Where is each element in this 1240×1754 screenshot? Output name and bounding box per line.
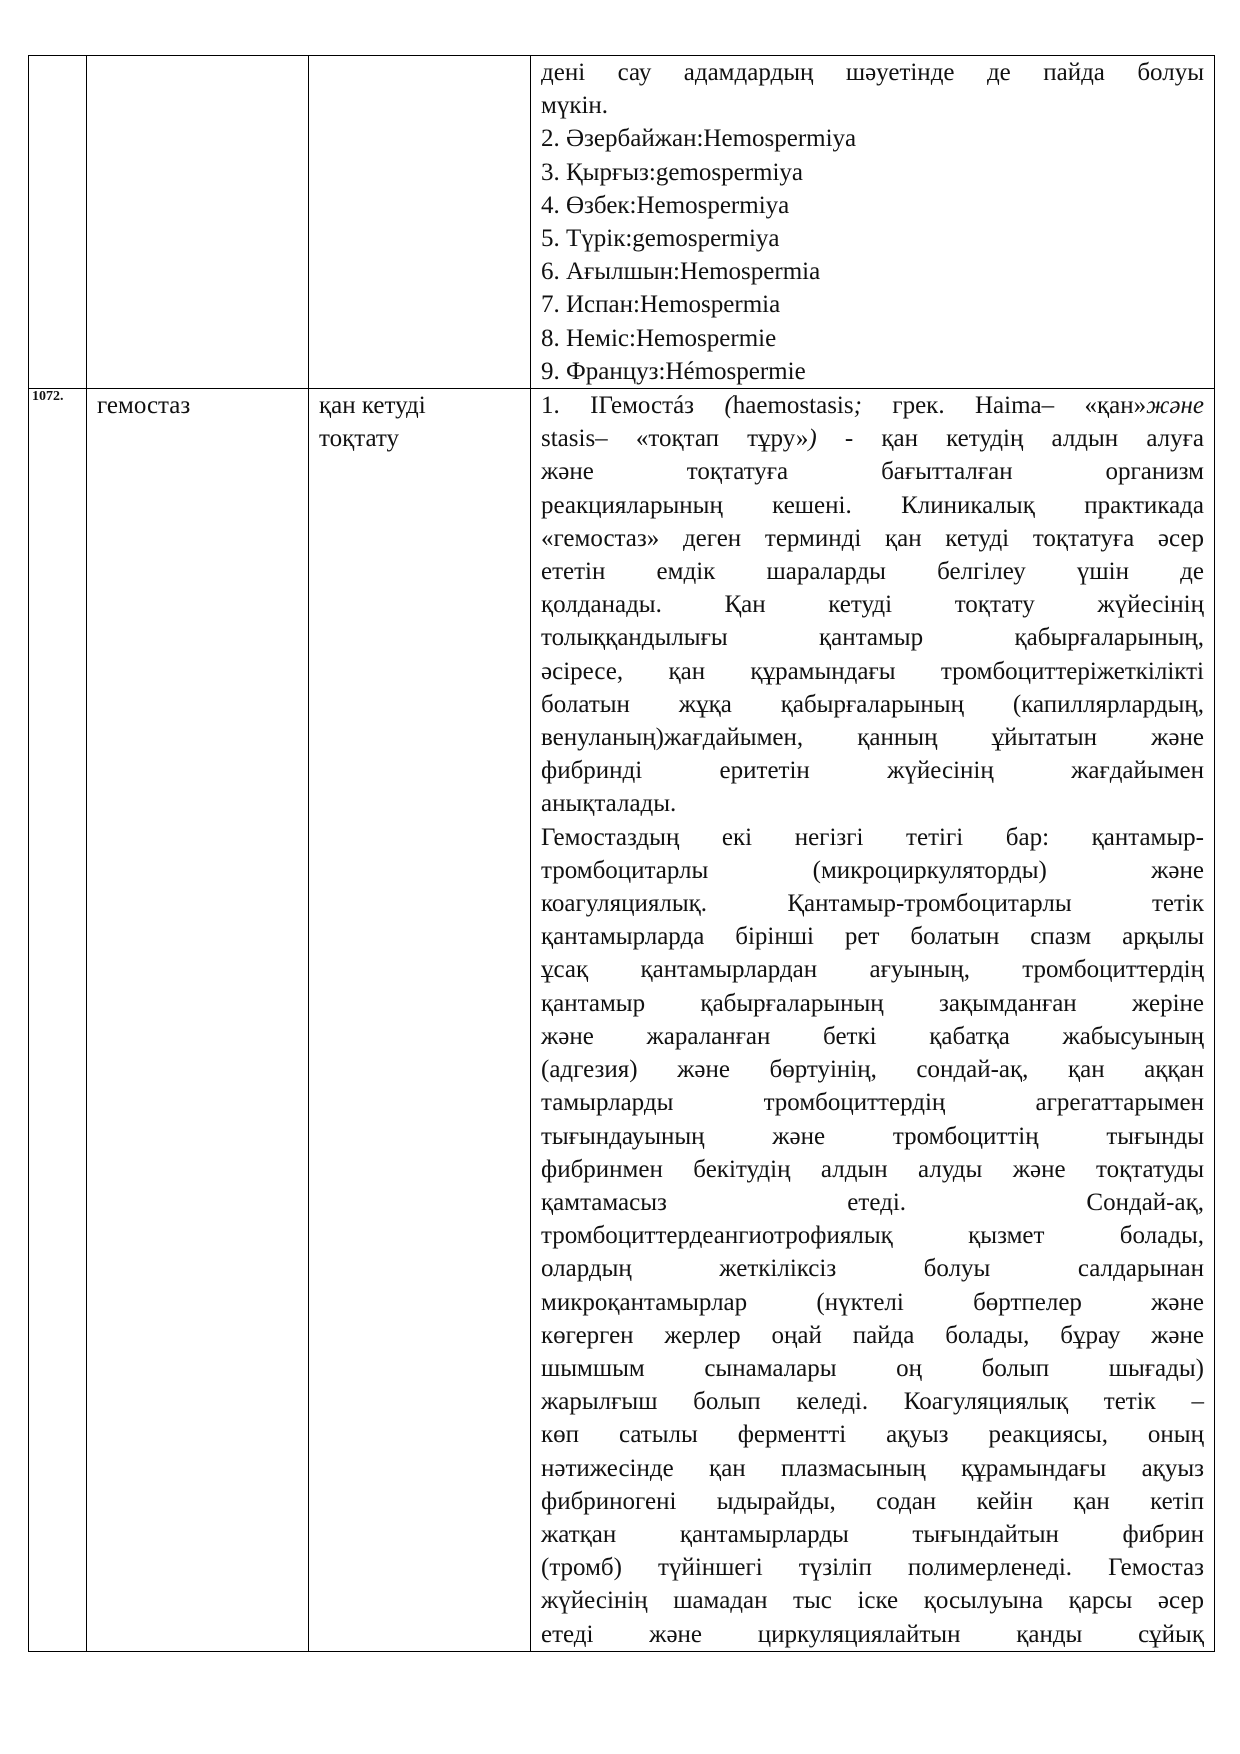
definition-line: және жараланған беткі қабатқа жабысуының: [541, 1022, 1204, 1050]
definition-line: ететін емдік шараларды белгілеу үшін де: [541, 558, 1204, 586]
def-semicolon: ;: [853, 392, 862, 420]
definition-line: толыққандылығы қантамыр қабырғаларының,: [541, 624, 1204, 652]
definition-line: етеді және циркуляциялайтын қанды сұйық: [541, 1620, 1204, 1648]
translation-tr: 5. Түрік:gemospermiya: [541, 225, 780, 253]
definition-paragraph-1: [541, 455, 1204, 787]
definition-line: реакцияларының кешені. Клиникалық практикада: [541, 491, 1204, 519]
translation-az: 2. Әзербайжан:Hemospermiya: [541, 125, 857, 153]
definition-line: қантамырларда бірінші рет болатын спазм арқылы: [541, 923, 1204, 951]
definition-line: болатын жұқа қабырғаларының (капиллярлардың,: [541, 690, 1204, 718]
term-cell: [87, 56, 309, 389]
def-prefix: 1. IГемостáз: [541, 392, 725, 420]
def-latin: haemostasis: [732, 392, 854, 420]
definition-line: тығындауының және тромбоциттің тығынды: [541, 1122, 1204, 1150]
definition-line: жарылғыш болып келеді. Коагуляциялық тетік –: [541, 1388, 1204, 1416]
table-row: [29, 389, 1215, 1652]
translation-de: 8. Неміс:Hemospermie: [541, 324, 777, 352]
definition-paragraph-2: [541, 821, 1204, 1651]
number-cell: [29, 56, 87, 389]
def-and: және: [1146, 392, 1204, 420]
definition-line: анықталады.: [541, 790, 677, 818]
definition-line: (тромб) түйіншегі түзіліп полимерленеді. Гемостаз: [541, 1554, 1204, 1582]
translation-line: қан кетуді: [319, 392, 426, 420]
definition-line: қамтамасыз етеді. Сондай-ақ,: [541, 1188, 1204, 1216]
table-row: [29, 56, 1215, 389]
definition-line: дені сау адамдардың шәуетінде де пайда болуы: [541, 59, 1204, 86]
definition-line: венуланың)жағдайымен, қанның ұйытатын және: [541, 724, 1204, 752]
def-paren-close: ): [808, 425, 817, 453]
definition-line: мүкін.: [541, 92, 609, 120]
definition-line: тамырларды тромбоциттердің агрегаттарымен: [541, 1089, 1204, 1117]
translation-cell: [309, 389, 531, 1652]
definition-cell: [531, 56, 1215, 389]
def-l2-rest: - қан кетудің алдын алуға: [816, 425, 1204, 453]
definition-line: қолданады. Қан кетуді тоқтату жүйесінің: [541, 591, 1204, 619]
definition-line: көгерген жерлер оңай пайда болады, бұрау және: [541, 1321, 1204, 1349]
translation-line: тоқтату: [319, 425, 400, 453]
def-stasis: stasis– «тоқтап тұру»: [541, 425, 809, 453]
definition-line: фибринді еритетін жүйесінің жағдайымен: [541, 757, 1204, 785]
definition-line: әсіресе, қан құрамындағы тромбоциттеріжеткілікті: [541, 657, 1204, 685]
definition-cell: [531, 389, 1215, 1652]
term-table: [28, 55, 1215, 1652]
definition-line: [541, 422, 1204, 455]
def-paren-open: (: [724, 392, 733, 420]
definition-line: олардың жеткіліксіз болуы салдарынан: [541, 1255, 1204, 1283]
definition-line: (адгезия) және бөртуінің, сондай-ақ, қан аққан: [541, 1056, 1204, 1084]
definition-line: және тоқтатуға бағытталған организм: [541, 458, 1204, 486]
translation-cell: [309, 56, 531, 389]
translation-en: 6. Ағылшын:Hemospermia: [541, 258, 821, 286]
definition-line: фибриногені ыдырайды, содан кейін қан кетіп: [541, 1487, 1204, 1515]
definition-line: микроқантамырлар (нүктелі бөртпелер және: [541, 1288, 1204, 1316]
definition-line: [541, 389, 1204, 422]
definition-line: нәтижесінде қан плазмасының құрамындағы ақуыз: [541, 1454, 1204, 1482]
term-cell: [87, 389, 309, 1652]
definition-line: тромбоцитарлы (микроциркуляторды) және: [541, 856, 1204, 884]
number-cell: 1072.: [29, 389, 87, 1652]
translation-es: 7. Испан:Hemospermia: [541, 291, 781, 319]
definition-line: коагуляциялық. Қантамыр-тромбоцитарлы тетік: [541, 890, 1204, 918]
definition-line: Гемостаздың екі негізгі тетігі бар: қантамыр-: [541, 823, 1204, 851]
term-text: гемостаз: [97, 392, 191, 420]
definition-line: фибринмен бекітудің алдын алуды және тоқтатуды: [541, 1155, 1204, 1183]
definition-line: жүйесінің шамадан тыс іске қосылуына қарсы әсер: [541, 1587, 1204, 1615]
definition-line: «гемостаз» деген терминді қан кетуді тоқтатуға әсер: [541, 524, 1204, 552]
definition-line: шымшым сынамалары оң болып шығады): [541, 1354, 1204, 1382]
definition-line: қантамыр қабырғаларының зақымданған жеріне: [541, 989, 1204, 1017]
translation-uz: 4. Өзбек:Hemospermiya: [541, 191, 790, 219]
definition-line: көп сатылы ферментті ақуыз реакциясы, оның: [541, 1421, 1204, 1449]
definition-line: жатқан қантамырларды тығындайтын фибрин: [541, 1520, 1204, 1548]
definition-line: тромбоциттердеангиотрофиялық қызмет болады,: [541, 1222, 1204, 1250]
def-greek: грек. Haima– «қан»: [861, 392, 1147, 420]
definition-line: ұсақ қантамырлардан ағуының, тромбоциттердің: [541, 956, 1204, 984]
translation-fr: 9. Француз:Hémospermie: [541, 357, 806, 385]
translation-ky: 3. Қырғыз:gemospermiya: [541, 158, 804, 186]
